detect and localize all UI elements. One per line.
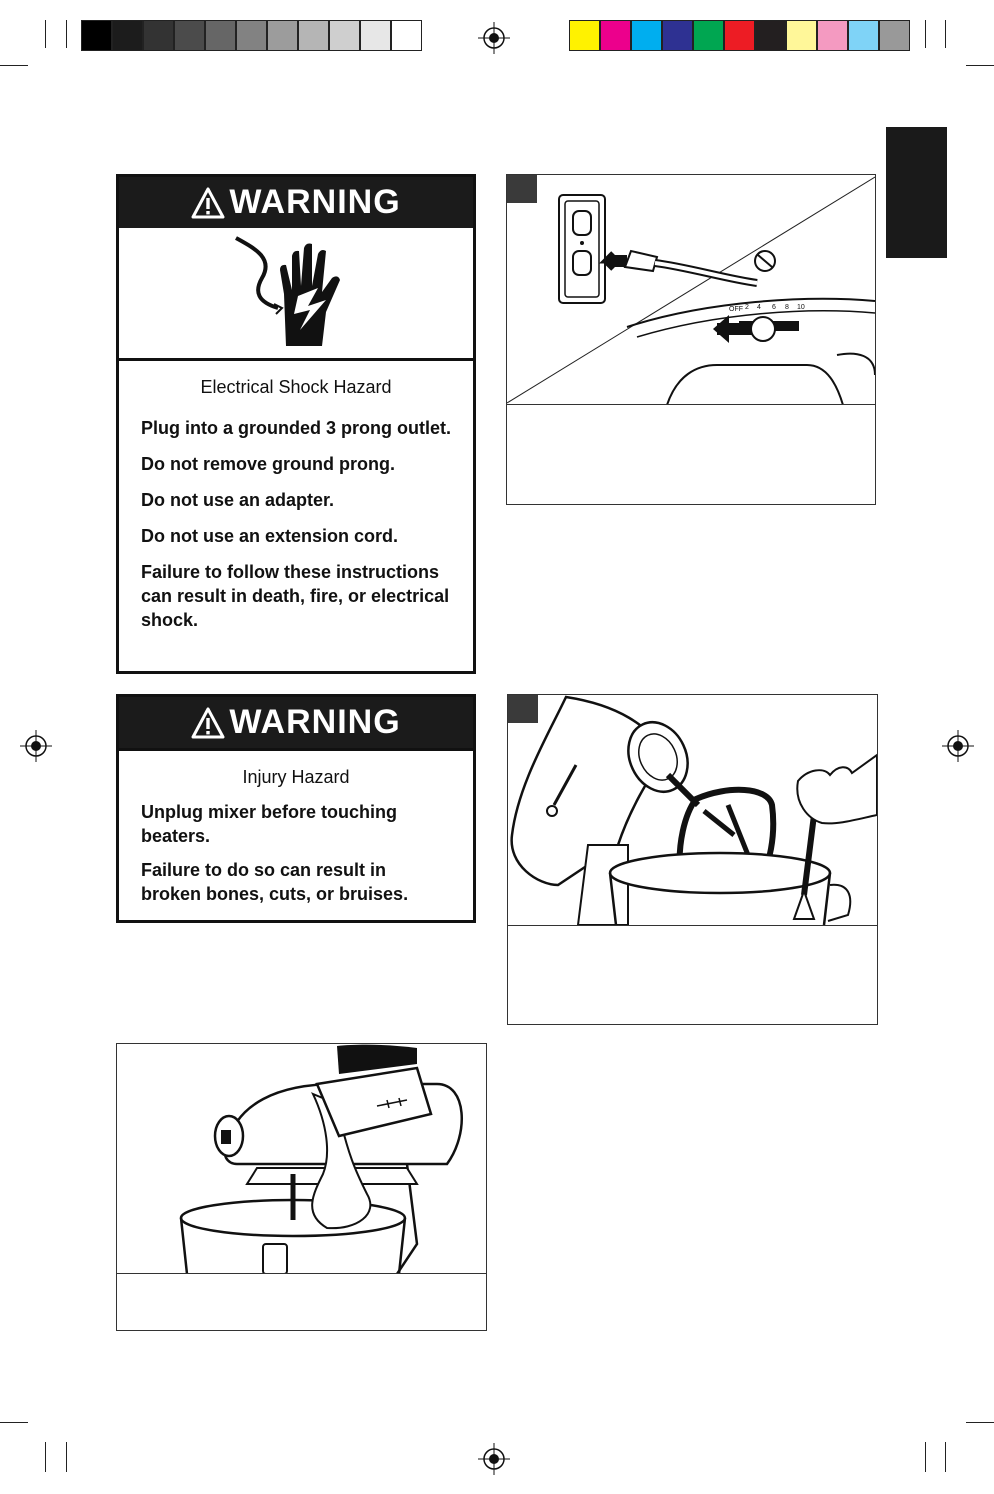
warning-line: Failure to do so can result in broken bones, cuts, or bruises. [141,860,409,904]
figure-plug-outlet [506,174,876,505]
speed-dial-label: 6 [772,304,776,311]
gray-swatch [360,20,391,51]
process-swatch [631,20,662,51]
caption-divider [117,1273,486,1274]
gray-swatch [267,20,298,51]
crop-mark [925,20,926,48]
warning-word: WARNING [229,703,401,741]
pouring-ingredients-illustration [117,1044,486,1274]
warning-line: Failure to follow these instructions can result in death, fire, or electrical shock. [141,562,450,630]
crop-mark [0,1422,28,1423]
registration-mark-icon [20,730,52,762]
crop-mark [45,1442,46,1472]
crop-mark [45,20,46,48]
warning-line: Do not use an adapter. [141,490,335,510]
process-swatch [724,20,755,51]
warning-electrical-shock [116,174,476,674]
figure-pouring [116,1043,487,1331]
warning-line: Unplug mixer before touching beaters. [141,802,398,846]
warning-word: WARNING [229,183,401,221]
process-swatch [693,20,724,51]
registration-mark-icon [478,22,510,54]
gray-swatch [298,20,329,51]
warning-injury [116,694,476,923]
crop-mark [945,1442,946,1472]
alert-triangle-icon [191,187,225,219]
gray-swatch [391,20,422,51]
warning-line: Do not use an extension cord. [141,526,399,546]
crop-mark [966,65,994,66]
hazard-title: Injury Hazard [242,767,350,787]
speed-dial-label: OFF [729,306,743,313]
process-swatch [569,20,600,51]
registration-mark-icon [942,730,974,762]
process-swatch [817,20,848,51]
gray-swatch [205,20,236,51]
crop-mark [945,20,946,48]
figure-scrape-bowl [507,694,878,1025]
speed-dial-label: 10 [797,304,805,311]
speed-dial-label: 4 [757,304,761,311]
registration-mark-icon [478,1443,510,1475]
warning-line: Do not remove ground prong. [141,454,395,474]
caption-divider [507,404,875,405]
crop-mark [925,1442,926,1472]
electric-shock-hand-icon [234,234,354,352]
alert-triangle-icon [191,707,225,739]
gray-swatch [174,20,205,51]
mixer-head-tilt-illustration [508,695,877,925]
warning-header [119,177,473,228]
crop-mark [66,1442,67,1472]
crop-mark [0,65,28,66]
warning-header [119,697,473,748]
caption-divider [508,925,877,926]
process-swatch [600,20,631,51]
speed-dial-label: 8 [785,304,789,311]
process-swatch [879,20,910,51]
gray-swatch [329,20,360,51]
process-swatch [786,20,817,51]
gray-swatch [236,20,267,51]
hazard-title: Electrical Shock Hazard [200,377,392,397]
gray-swatch [143,20,174,51]
process-swatch [755,20,786,51]
process-swatch [848,20,879,51]
crop-mark [66,20,67,48]
gray-swatch [81,20,112,51]
gray-swatch [112,20,143,51]
shock-pictogram [119,228,473,361]
process-swatch [662,20,693,51]
plug-outlet-illustration [507,175,875,405]
section-tab [886,127,947,258]
crop-mark [966,1422,994,1423]
warning-line: Plug into a grounded 3 prong outlet. [141,418,451,438]
speed-dial-label: 2 [745,304,749,311]
